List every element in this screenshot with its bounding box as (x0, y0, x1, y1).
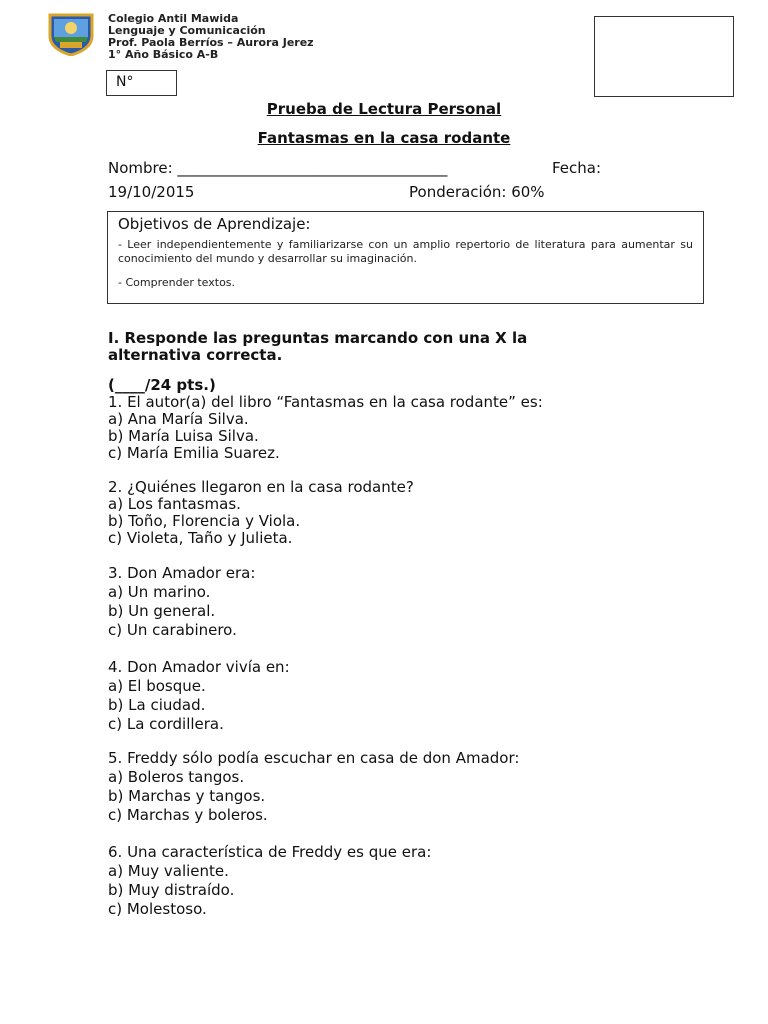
question-4 (108, 658, 708, 734)
option-c[interactable]: c) Violeta, Taño y Julieta. (108, 529, 293, 547)
objectives-box (107, 211, 704, 304)
objectives-title: Objetivos de Aprendizaje: (118, 215, 311, 233)
option-b[interactable]: b) Marchas y tangos. (108, 787, 266, 805)
student-number-label: N° (116, 74, 134, 90)
option-c[interactable]: c) Marchas y boleros. (108, 806, 268, 824)
book-title: Fantasmas en la casa rodante (257, 129, 511, 147)
school-name: Colegio Antil Mawida (108, 12, 239, 25)
question-text: 6. Una característica de Freddy es que era: (108, 843, 432, 861)
option-c[interactable]: c) Molestoso. (108, 900, 207, 918)
section-heading (108, 330, 708, 394)
option-a[interactable]: a) Los fantasmas. (108, 495, 241, 513)
school-logo (46, 12, 96, 56)
section-points: (____/24 pts.) (108, 376, 216, 394)
weight-label: Ponderación: 60% (409, 183, 545, 201)
question-6 (108, 843, 708, 919)
question-1 (108, 394, 708, 462)
option-b[interactable]: b) Toño, Florencia y Viola. (108, 512, 301, 530)
option-c[interactable]: c) Un carabinero. (108, 621, 237, 639)
option-a[interactable]: a) Ana María Silva. (108, 410, 249, 428)
section-instruction: I. Responde las preguntas marcando con una X la (108, 329, 528, 347)
date-value: 19/10/2015 (108, 183, 195, 201)
question-text: 3. Don Amador era: (108, 564, 256, 582)
score-box[interactable] (594, 16, 734, 97)
school-header (108, 13, 314, 61)
date-label: Fecha: (552, 159, 602, 177)
objective-item: - Leer independientemente y familiarizarse con un amplio repertorio de literatura para aumentar su conocimiento del mundo y desarrollar su imaginación. (118, 238, 693, 265)
question-text: 1. El autor(a) del libro “Fantasmas en la casa rodante” es: (108, 393, 543, 411)
objective-item: - Comprender textos. (118, 276, 236, 289)
teachers-name: Prof. Paola Berríos – Aurora Jerez (108, 36, 314, 49)
option-c[interactable]: c) La cordillera. (108, 715, 224, 733)
question-3 (108, 564, 708, 640)
question-text: 4. Don Amador vivía en: (108, 658, 290, 676)
option-b[interactable]: b) Muy distraído. (108, 881, 235, 899)
name-field[interactable]: Nombre: ____________________________________ (108, 159, 448, 177)
option-b[interactable]: b) María Luisa Silva. (108, 427, 259, 445)
subject-name: Lenguaje y Comunicación (108, 24, 266, 37)
test-title: Prueba de Lectura Personal (266, 100, 502, 118)
option-b[interactable]: b) La ciudad. (108, 696, 206, 714)
option-a[interactable]: a) El bosque. (108, 677, 206, 695)
option-c[interactable]: c) María Emilia Suarez. (108, 444, 280, 462)
option-a[interactable]: a) Muy valiente. (108, 862, 229, 880)
option-b[interactable]: b) Un general. (108, 602, 216, 620)
question-text: 2. ¿Quiénes llegaron en la casa rodante? (108, 478, 414, 496)
student-number-box[interactable] (106, 70, 177, 96)
grade-label: 1° Año Básico A-B (108, 48, 219, 61)
question-text: 5. Freddy sólo podía escuchar en casa de don Amador: (108, 749, 520, 767)
question-2 (108, 479, 708, 547)
option-a[interactable]: a) Un marino. (108, 583, 211, 601)
option-a[interactable]: a) Boleros tangos. (108, 768, 245, 786)
section-instruction-cont: alternativa correcta. (108, 346, 283, 364)
question-5 (108, 749, 708, 825)
